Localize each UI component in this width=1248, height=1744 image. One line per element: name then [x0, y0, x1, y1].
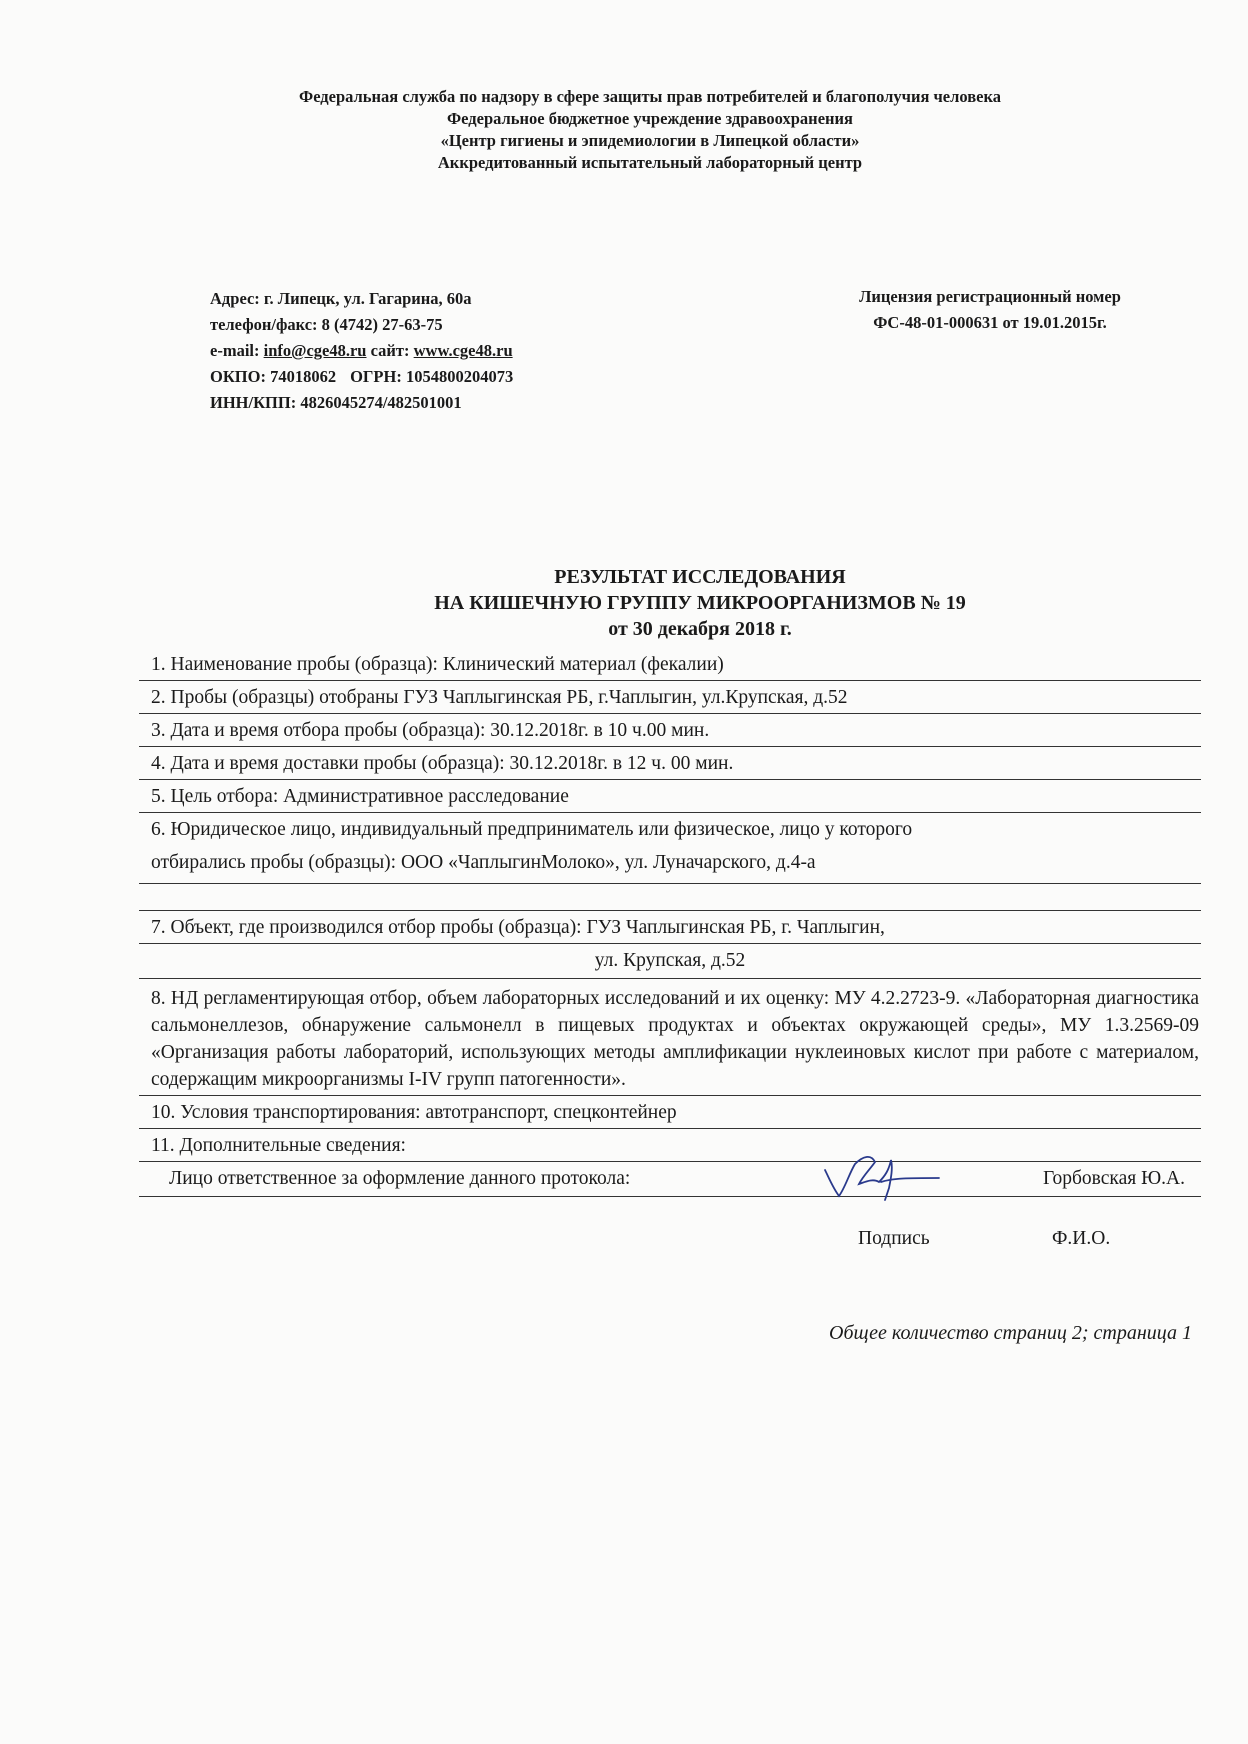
codes-line	[210, 364, 513, 390]
document-title	[150, 564, 1248, 642]
header-line-1: Федеральная служба по надзору в сфере защиты прав потребителей и благополучия человека	[299, 87, 1001, 106]
page-count-footer: Общее количество страниц 2; страница 1	[829, 1322, 1192, 1344]
protocol-fields	[139, 648, 1201, 1197]
email-link[interactable]: info@cge48.ru	[263, 341, 367, 360]
field-object-address: ул. Крупская, д.52	[139, 944, 1201, 979]
field-delivery-datetime: 4. Дата и время доставки пробы (образца): 30.12.2018г. в 12 ч. 00 мин.	[139, 747, 1201, 780]
address: Адрес: г. Липецк, ул. Гагарина, 60а	[210, 289, 472, 308]
email-label: e-mail:	[210, 341, 264, 360]
contacts-block	[210, 286, 513, 416]
ogrn: ОГРН: 1054800204073	[350, 367, 514, 386]
header-line-3: «Центр гигиены и эпидемиологии в Липецкой области»	[440, 131, 860, 150]
field-legal-entity-line-2: отбирались пробы (образцы): ООО «ЧаплыгинМолоко», ул. Луначарского, д.4-а	[151, 852, 816, 873]
license-block	[810, 284, 1170, 336]
okpo: ОКПО: 74018062	[210, 367, 337, 386]
phone: телефон/факс: 8 (4742) 27-63-75	[210, 315, 443, 334]
field-legal-entity	[139, 813, 1201, 884]
responsible-person-name: Горбовская Ю.А.	[1042, 1168, 1185, 1189]
license-line-1: Лицензия регистрационный номер	[859, 287, 1121, 306]
organization-header	[100, 86, 1200, 174]
field-sampling-datetime: 3. Дата и время отбора пробы (образца): 30.12.2018г. в 10 ч.00 мин.	[139, 714, 1201, 747]
license-line-2: ФС-48-01-000631 от 19.01.2015г.	[873, 313, 1107, 332]
site-link[interactable]: www.cge48.ru	[413, 341, 513, 360]
site-label: сайт:	[370, 341, 414, 360]
header-line-4: Аккредитованный испытательный лабораторный центр	[437, 153, 863, 172]
title-line-2: НА КИШЕЧНУЮ ГРУППУ МИКРООРГАНИЗМОВ № 19	[434, 592, 966, 614]
handwritten-signature	[819, 1148, 949, 1208]
inn-kpp: ИНН/КПП: 4826045274/482501001	[210, 393, 462, 412]
field-additional-info: 11. Дополнительные сведения:	[139, 1129, 1201, 1162]
field-object: 7. Объект, где производился отбор пробы (образца): ГУЗ Чаплыгинская РБ, г. Чаплыгин,	[139, 911, 1201, 944]
signature-caption: Подпись	[858, 1228, 930, 1249]
field-sampled-by: 2. Пробы (образцы) отобраны ГУЗ Чаплыгинская РБ, г.Чаплыгин, ул.Крупская, д.52	[139, 681, 1201, 714]
field-sampling-purpose: 5. Цель отбора: Административное расследование	[139, 780, 1201, 813]
field-legal-entity-line-1: 6. Юридическое лицо, индивидуальный предприниматель или физическое, лицо у которого	[151, 819, 913, 840]
field-transport-conditions: 10. Условия транспортирования: автотранспорт, спецконтейнер	[139, 1096, 1201, 1129]
full-name-caption: Ф.И.О.	[1052, 1228, 1111, 1249]
field-sample-name: 1. Наименование пробы (образца): Клинический материал (фекалии)	[139, 648, 1201, 681]
responsible-person-row	[139, 1162, 1201, 1197]
title-date: от 30 декабря 2018 г.	[608, 618, 792, 640]
email-site-line	[210, 338, 513, 364]
title-line-1: РЕЗУЛЬТАТ ИССЛЕДОВАНИЯ	[554, 566, 846, 588]
responsible-person-label: Лицо ответственное за оформление данного протокола:	[169, 1168, 631, 1189]
header-line-2: Федеральное бюджетное учреждение здравоохранения	[447, 109, 853, 128]
field-regulatory-docs: 8. НД регламентирующая отбор, объем лабораторных исследований и их оценку: МУ 4.2.2723-9. «Лабораторная диагностика сальмонеллезов, обнаружение сальмонелл в пищевых продуктах и объектах окружающей среды», МУ 1.3.2569-09 «Организация работы лабораторий, использующих методы амплификации нуклеиновых кислот при работе с материалом, содержащим микроорганизмы I-IV групп патогенности».	[139, 979, 1201, 1096]
field-blank-line	[139, 884, 1201, 911]
